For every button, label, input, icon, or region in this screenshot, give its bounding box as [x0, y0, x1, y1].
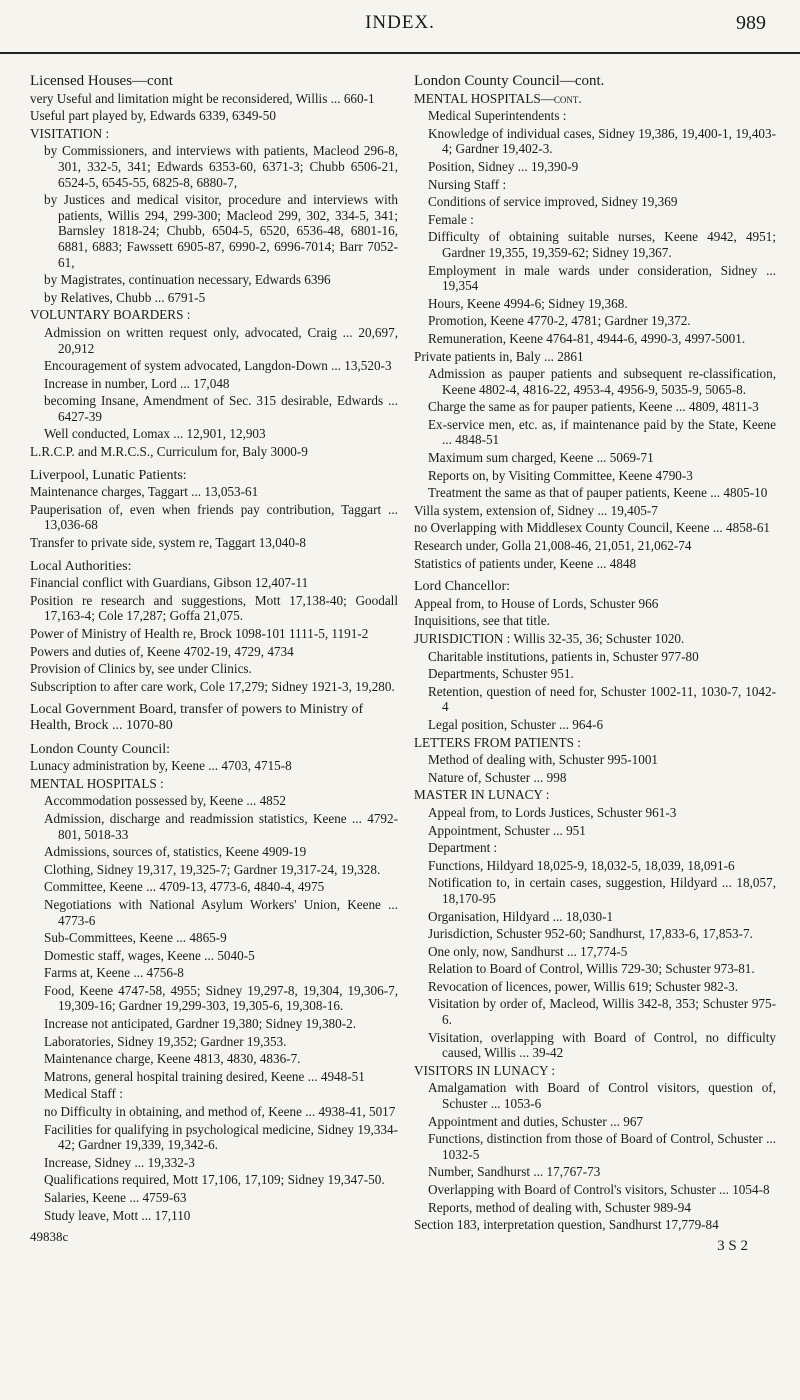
index-entry: Jurisdiction, Schuster 952-60; Sandhurst, 17,833-6, 17,853-7. — [428, 926, 753, 942]
index-entry: Encouragement of system advocated, Langdon-Down ... 13,520-3 — [44, 358, 392, 374]
index-entry: One only, now, Sandhurst ... 17,774-5 — [428, 943, 628, 959]
index-entry: Negotiations with National Asylum Workers' Union, Keene ... 4773-6 — [44, 896, 398, 928]
index-entry: Promotion, Keene 4770-2, 4781; Gardner 19,372. — [428, 313, 691, 329]
index-entry: JURISDICTION : Willis 32-35, 36; Schuster 1020. — [414, 631, 685, 646]
index-entry: Increase in number, Lord ... 17,048 — [44, 375, 230, 391]
index-entry: Private patients in, Baly ... 2861 — [414, 348, 584, 364]
index-entry: Reports on, by Visiting Committee, Keene 4790-3 — [428, 467, 693, 483]
index-entry: no Overlapping with Middlesex County Council, Keene ... 4858-61 — [414, 520, 771, 536]
index-entry: Study leave, Mott ... 17,110 — [44, 1207, 191, 1223]
index-subheading: VISITORS IN LUNACY : — [414, 1062, 556, 1078]
index-entry: Position re research and suggestions, Mott 17,138-40; Goodall 17,163-4; Cole 17,287; Goffa 21,075. — [30, 592, 398, 624]
left-column — [30, 74, 398, 1245]
signature-mark: 3 S 2 — [717, 1237, 748, 1254]
page-title: INDEX. — [365, 12, 435, 33]
index-entry: Notification to, in certain cases, suggestion, Hildyard ... 18,057, 18,170-95 — [428, 875, 776, 906]
index-entry: Villa system, extension of, Sidney ... 19,405-7 — [414, 502, 658, 518]
section-heading: Lord Chancellor: — [414, 579, 511, 595]
index-subheading: LETTERS FROM PATIENTS : — [414, 734, 581, 750]
index-entry: Maintenance charges, Taggart ... 13,053-61 — [30, 484, 259, 500]
print-code: 49838c — [30, 1229, 69, 1245]
index-entry: Position, Sidney ... 19,390-9 — [428, 158, 579, 174]
index-entry: Facilities for qualifying in psychological medicine, Sidney 19,334-42; Gardner 19,339, 19,342-6. — [44, 1121, 398, 1153]
section-heading: Licensed Houses—cont — [30, 73, 173, 89]
index-entry: Amalgamation with Board of Control visitors, question of, Schuster ... 1053-6 — [428, 1080, 776, 1112]
section-heading: London County Council: — [30, 741, 170, 757]
index-entry: Treatment the same as that of pauper patients, Keene ... 4805-10 — [428, 485, 768, 501]
index-entry: Food, Keene 4747-58, 4955; Sidney 19,297-8, 19,304, 19,306-7, 19,309-16; Gardner 19,299-303, 19,305-6, 19,308-16. — [44, 982, 398, 1014]
index-entry: Knowledge of individual cases, Sidney 19,386, 19,400-1, 19,403-4; Gardner 19,402-3. — [428, 125, 776, 157]
index-entry: becoming Insane, Amendment of Sec. 315 desirable, Edwards ... 6427-39 — [44, 393, 398, 424]
section-heading: Local Authorities: — [30, 558, 132, 574]
index-entry: Legal position, Schuster ... 964-6 — [428, 716, 604, 732]
index-entry: Department : — [428, 840, 498, 856]
index-entry: Nursing Staff : — [428, 176, 507, 192]
index-entry: Salaries, Keene ... 4759-63 — [44, 1190, 187, 1205]
index-entry: Retention, question of need for, Schuster 1002-11, 1030-7, 1042-4 — [428, 683, 776, 715]
index-subheading: VOLUNTARY BOARDERS : — [30, 307, 191, 323]
index-entry: Maintenance charge, Keene 4813, 4830, 4836-7. — [44, 1051, 301, 1067]
index-entry: Medical Superintendents : — [428, 108, 567, 124]
index-entry: Committee, Keene ... 4709-13, 4773-6, 4840-4, 4975 — [44, 879, 325, 895]
index-entry: Transfer to private side, system re, Taggart 13,040-8 — [30, 535, 306, 551]
index-entry: Qualifications required, Mott 17,106, 17,109; Sidney 19,347-50. — [44, 1172, 385, 1188]
index-entry: Ex-service men, etc. as, if maintenance paid by the State, Keene ... 4848-51 — [428, 416, 776, 448]
index-entry: Admission as pauper patients and subsequent re-classification, Keene 4802-4, 4816-22, 4953-4, 4956-9, 5035-9, 5065-8. — [428, 366, 776, 397]
index-entry: Hours, Keene 4994-6; Sidney 19,368. — [428, 295, 628, 311]
index-entry: Powers and duties of, Keene 4702-19, 4729, 4734 — [30, 643, 294, 659]
index-entry: Remuneration, Keene 4764-81, 4944-6, 4990-3, 4997-5001. — [428, 330, 746, 346]
index-entry: Nature of, Schuster ... 998 — [428, 769, 567, 785]
index-entry: Sub-Committees, Keene ... 4865-9 — [44, 930, 227, 946]
index-entry: Method of dealing with, Schuster 995-1001 — [428, 752, 659, 768]
index-entry: Laboratories, Sidney 19,352; Gardner 19,353. — [44, 1033, 287, 1049]
index-entry: Female : — [428, 211, 474, 227]
page-header — [0, 6, 800, 40]
index-entry: Charitable institutions, patients in, Schuster 977-80 — [428, 648, 699, 664]
index-entry: by Commissioners, and interviews with patients, Macleod 296-8, 301, 332-5, 341; Edwards 6353-60, 6371-3; Chubb 6506-21, 6524-5, 6545-55, 6825-8, 6880-7, — [44, 143, 398, 190]
index-entry: by Magistrates, continuation necessary, Edwards 6396 — [44, 272, 331, 288]
index-entry: Increase, Sidney ... 19,332-3 — [44, 1154, 195, 1170]
index-entry: Revocation of licences, power, Willis 619; Schuster 982-3. — [428, 978, 739, 994]
index-subheading: MENTAL HOSPITALS : — [30, 775, 164, 791]
index-entry: Maximum sum charged, Keene ... 5069-71 — [428, 450, 654, 466]
index-entry: Statistics of patients under, Keene ... 4848 — [414, 555, 637, 571]
index-entry: Admission on written request only, advocated, Craig ... 20,697, 20,912 — [44, 324, 398, 356]
index-entry: Matrons, general hospital training desired, Keene ... 4948-51 — [44, 1068, 365, 1084]
index-entry: Increase not anticipated, Gardner 19,380; Sidney 19,380-2. — [44, 1016, 357, 1032]
index-entry: Number, Sandhurst ... 17,767-73 — [428, 1164, 601, 1180]
index-entry: Visitation, overlapping with Board of Control, no difficulty caused, Willis ... 39-42 — [428, 1029, 776, 1061]
index-entry: by Justices and medical visitor, procedure and interviews with patients, Willis 294, 299-300; Macleod 299, 302, 334-5, 341; Barnsley 1818-24; Chubb, 6504-5, 6520, 6536-48, 6801-16, 6881, 6883; Fawssett 6905-87, 6990-2, 6996-7014; Barr 7052-61, — [44, 192, 398, 270]
index-entry: Admissions, sources of, statistics, Keene 4909-19 — [44, 844, 307, 860]
index-entry: Functions, distinction from those of Board of Control, Schuster ... 1032-5 — [428, 1131, 776, 1162]
index-entry: Appointment and duties, Schuster ... 967 — [428, 1113, 644, 1129]
index-entry: Pauperisation of, even when friends pay contribution, Taggart ... 13,036-68 — [30, 501, 398, 533]
index-entry: Organisation, Hildyard ... 18,030-1 — [428, 908, 614, 924]
index-entry: Overlapping with Board of Control's visitors, Schuster ... 1054-8 — [428, 1182, 770, 1197]
index-entry: Charge the same as for pauper patients, Keene ... 4809, 4811-3 — [428, 399, 759, 415]
index-entry: Well conducted, Lomax ... 12,901, 12,903 — [44, 426, 266, 442]
header-rule — [0, 52, 800, 54]
index-subheading: VISITATION : — [30, 125, 110, 141]
index-entry: Employment in male wards under consideration, Sidney ... 19,354 — [428, 262, 776, 294]
index-entry: Admission, discharge and readmission statistics, Keene ... 4792-801, 5018-33 — [44, 810, 398, 842]
page-number: 989 — [736, 12, 766, 34]
index-entry: Section 183, interpretation question, Sandhurst 17,779-84 — [414, 1217, 719, 1233]
index-entry: Inquisitions, see that title. — [414, 613, 550, 629]
index-entry: no Difficulty in obtaining, and method of, Keene ... 4938-41, 5017 — [44, 1104, 396, 1120]
index-entry: Appointment, Schuster ... 951 — [428, 822, 586, 838]
index-entry: Accommodation possessed by, Keene ... 4852 — [44, 793, 286, 809]
index-entry: Research under, Golla 21,008-46, 21,051, 21,062-74 — [414, 538, 692, 554]
index-subheading: MENTAL HOSPITALS—cont. — [414, 90, 582, 106]
index-entry: Lunacy administration by, Keene ... 4703, 4715-8 — [30, 758, 292, 774]
right-column — [414, 74, 776, 1254]
index-entry: Medical Staff : — [44, 1086, 123, 1102]
section-heading: Local Government Board, transfer of powers to Ministry of Health, Brock ... 1070-80 — [30, 702, 364, 733]
index-entry: Domestic staff, wages, Keene ... 5040-5 — [44, 947, 255, 963]
index-entry: Functions, Hildyard 18,025-9, 18,032-5, 18,039, 18,091-6 — [428, 857, 735, 873]
index-entry: Conditions of service improved, Sidney 19,369 — [428, 194, 678, 210]
index-subheading: MASTER IN LUNACY : — [414, 787, 550, 803]
index-entry: Appeal from, to House of Lords, Schuster 966 — [414, 595, 659, 611]
index-entry: Provision of Clinics by, see under Clinics. — [30, 661, 252, 677]
index-entry: very Useful and limitation might be reconsidered, Willis ... 660-1 — [30, 90, 375, 106]
index-entry: Clothing, Sidney 19,317, 19,325-7; Gardner 19,317-24, 19,328. — [44, 861, 381, 877]
index-entry: Power of Ministry of Health re, Brock 1098-101 1111-5, 1191-2 — [30, 626, 369, 641]
index-entry: L.R.C.P. and M.R.C.S., Curriculum for, Baly 3000-9 — [30, 444, 308, 460]
section-heading: Liverpool, Lunatic Patients: — [30, 467, 187, 483]
index-entry: Farms at, Keene ... 4756-8 — [44, 965, 184, 981]
index-entry: Appeal from, to Lords Justices, Schuster 961-3 — [428, 804, 677, 820]
index-entry: Departments, Schuster 951. — [428, 666, 574, 682]
index-entry: Visitation by order of, Macleod, Willis 342-8, 353; Schuster 975-6. — [428, 996, 776, 1028]
index-entry: Useful part played by, Edwards 6339, 6349-50 — [30, 108, 276, 124]
index-entry: Difficulty of obtaining suitable nurses, Keene 4942, 4951; Gardner 19,355, 19,359-62; Sidney 19,367. — [428, 229, 776, 260]
index-entry: Relation to Board of Control, Willis 729-30; Schuster 973-81. — [428, 961, 755, 977]
section-heading: London County Council—cont. — [414, 73, 605, 89]
index-entry: by Relatives, Chubb ... 6791-5 — [44, 289, 206, 305]
index-entry: Reports, method of dealing with, Schuster 989-94 — [428, 1199, 691, 1215]
index-entry: Subscription to after care work, Cole 17,279; Sidney 1921-3, 19,280. — [30, 678, 395, 694]
index-entry: Financial conflict with Guardians, Gibson 12,407-11 — [30, 575, 309, 591]
